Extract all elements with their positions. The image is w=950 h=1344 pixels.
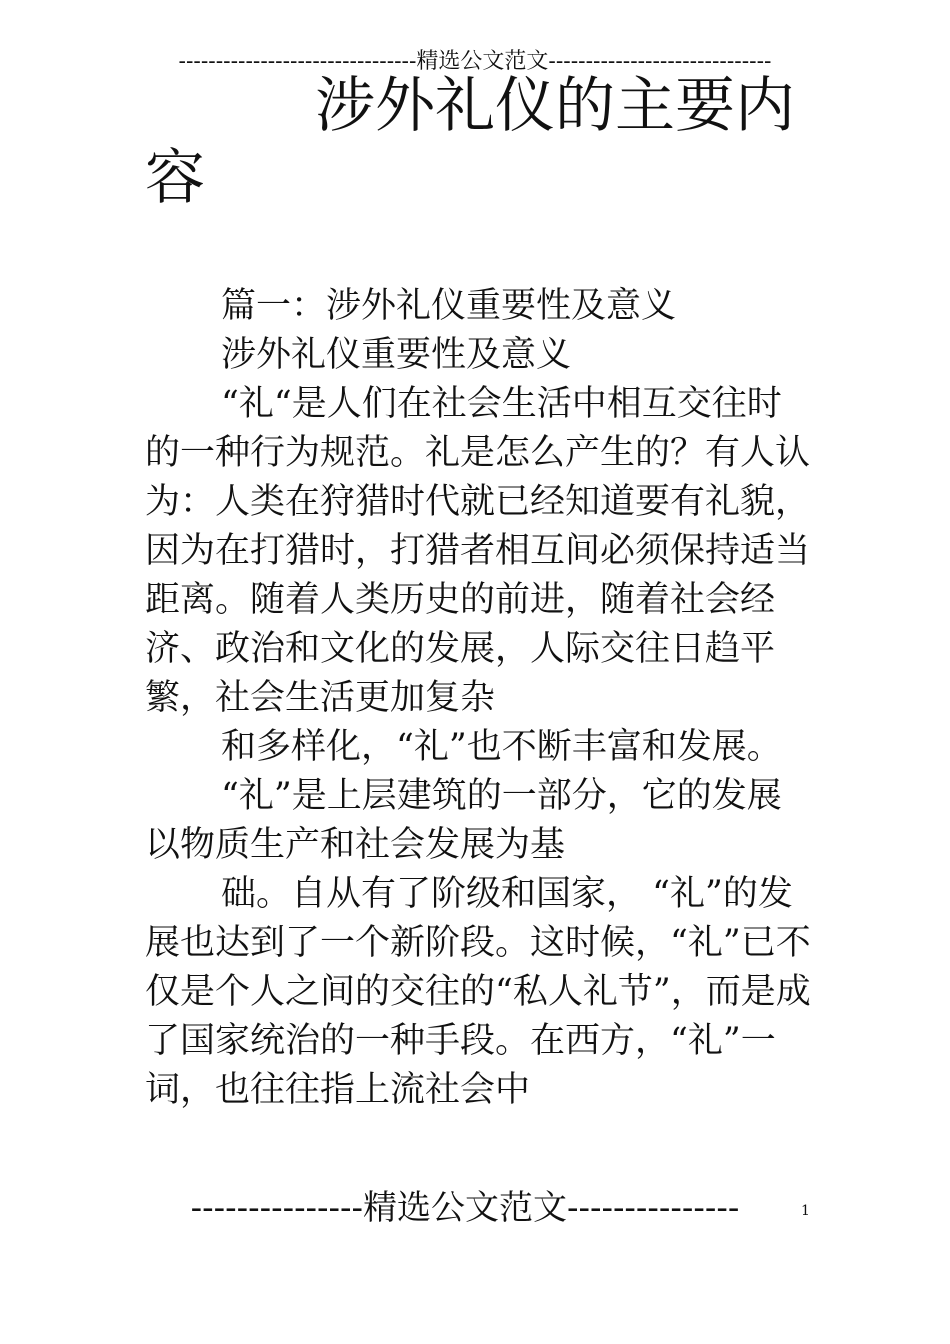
body-paragraph: 础。自从有了阶级和国家， “礼”的发展也达到了一个新阶段。这时候，“礼”已不仅是个人之间的交往的“私人礼节”，而是成了国家统治的一种手段。在西方，“礼”一词，也往往指上流社会中 bbox=[145, 874, 811, 1110]
page-header: --------------------------------精选公文范文------------------------------ bbox=[178, 49, 772, 74]
body-paragraph: “礼“是人们在社会生活中相互交往时的一种行为规范。礼是怎么产生的？有人认为：人类在狩猎时代就已经知道要有礼貌，因为在打猎时，打猎者相互间必须保持适当距离。随着人类历史的前进，随着社会经济、政治和文化的发展，人际交往日趋平繁，社会生活更加复杂 bbox=[145, 384, 811, 718]
document-title: 涉外礼仪的主要内容 bbox=[145, 71, 795, 213]
body-paragraph: “礼”是上层建筑的一部分，它的发展以物质生产和社会发展为基 bbox=[145, 776, 782, 865]
section-heading: 篇一：涉外礼仪重要性及意义 bbox=[221, 286, 677, 326]
page-footer: ---------------精选公文范文--------------- bbox=[190, 1188, 740, 1228]
article-subtitle: 涉外礼仪重要性及意义 bbox=[221, 335, 572, 375]
document-body bbox=[145, 282, 813, 1115]
page-number: 1 bbox=[801, 1203, 810, 1219]
body-paragraph: 和多样化，“礼”也不断丰富和发展。 bbox=[221, 727, 782, 767]
